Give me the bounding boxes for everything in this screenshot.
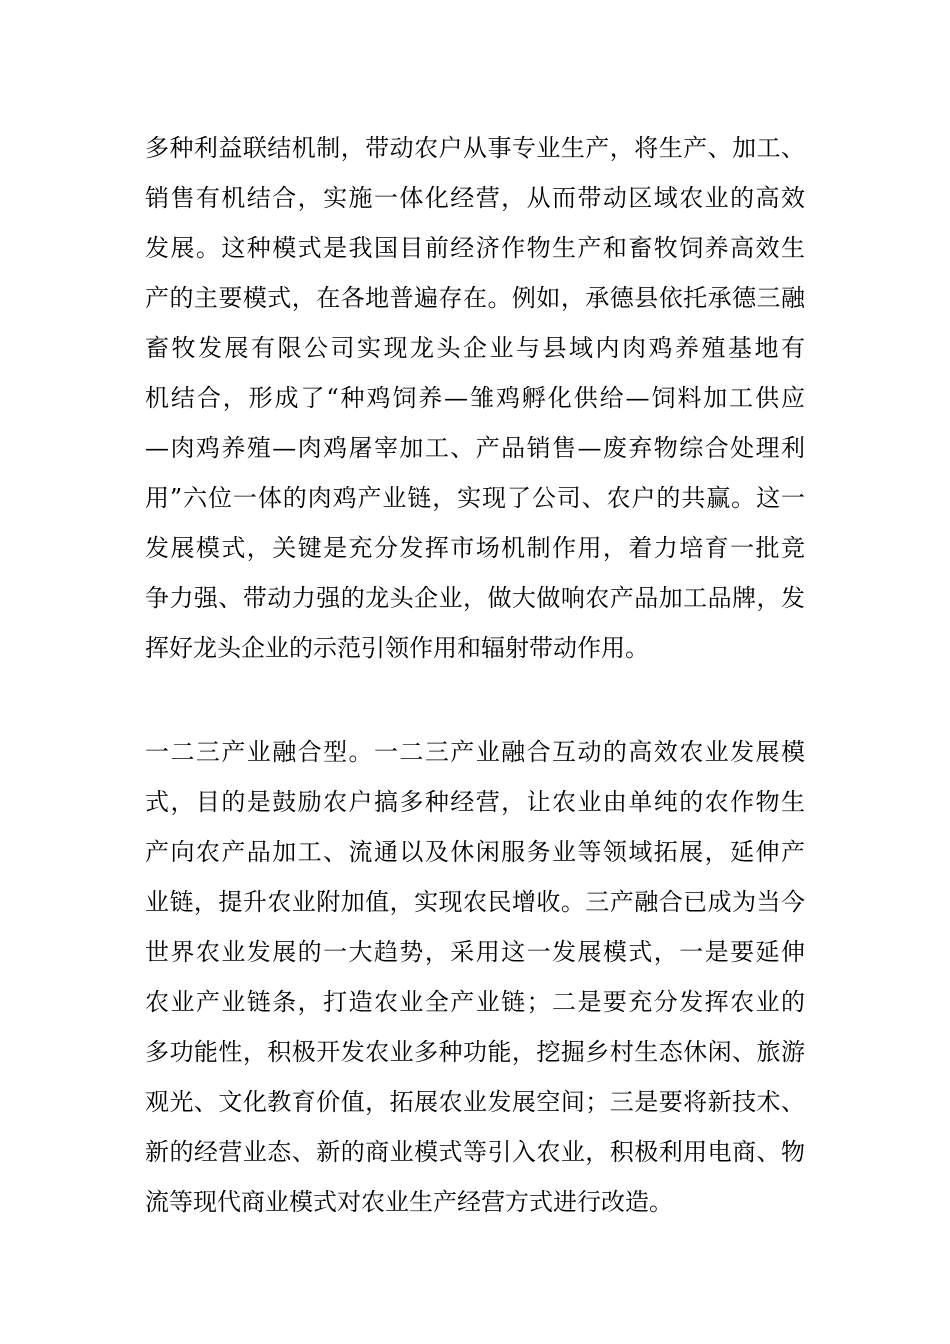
text-line-last: 流等现代商业模式对农业生产经营方式进行改造。 bbox=[145, 1188, 673, 1216]
text-line: 争力强、带动力强的龙头企业，做大做响农产品加工品牌，发 bbox=[145, 584, 805, 612]
text-line: —肉鸡养殖—肉鸡屠宰加工、产品销售—废弃物综合处理利 bbox=[145, 434, 805, 462]
text-line: 观光、文化教育价值，拓展农业发展空间；三是要将新技术、 bbox=[145, 1088, 805, 1116]
paragraph-1 bbox=[145, 123, 805, 673]
text-line: 新的经营业态、新的商业模式等引入农业，积极利用电商、物 bbox=[145, 1138, 805, 1166]
text-line: 畜牧发展有限公司实现龙头企业与县域内肉鸡养殖基地有 bbox=[145, 334, 805, 362]
text-line-last: 挥好龙头企业的示范引领作用和辐射带动作用。 bbox=[145, 634, 649, 662]
text-line: 产向农产品加工、流通以及休闲服务业等领域拓展，延伸产 bbox=[145, 838, 805, 866]
text-line: 业链，提升农业附加值，实现农民增收。三产融合已成为当今 bbox=[145, 888, 805, 916]
text-line: 发展。这种模式是我国目前经济作物生产和畜牧饲养高效生 bbox=[145, 234, 805, 262]
text-line: 多功能性，积极开发农业多种功能，挖掘乡村生态休闲、旅游 bbox=[145, 1038, 805, 1066]
text-line: 农业产业链条，打造农业全产业链；二是要充分发挥农业的 bbox=[145, 988, 805, 1016]
text-line: 世界农业发展的一大趋势，采用这一发展模式，一是要延伸 bbox=[145, 938, 805, 966]
text-line: 用”六位一体的肉鸡产业链，实现了公司、农户的共赢。这一 bbox=[145, 484, 805, 512]
text-line: 产的主要模式，在各地普遍存在。例如，承德县依托承德三融 bbox=[145, 284, 805, 312]
text-line: 销售有机结合，实施一体化经营，从而带动区域农业的高效 bbox=[145, 184, 805, 212]
text-line: 一二三产业融合型。一二三产业融合互动的高效农业发展模 bbox=[145, 738, 805, 766]
text-line: 式，目的是鼓励农户搞多种经营，让农业由单纯的农作物生 bbox=[145, 788, 805, 816]
text-line: 机结合，形成了“种鸡饲养—雏鸡孵化供给—饲料加工供应 bbox=[145, 384, 805, 412]
text-line: 多种利益联结机制，带动农户从事专业生产，将生产、加工、 bbox=[145, 134, 805, 162]
text-line: 发展模式，关键是充分发挥市场机制作用，着力培育一批竞 bbox=[145, 534, 805, 562]
paragraph-2 bbox=[145, 727, 805, 1227]
